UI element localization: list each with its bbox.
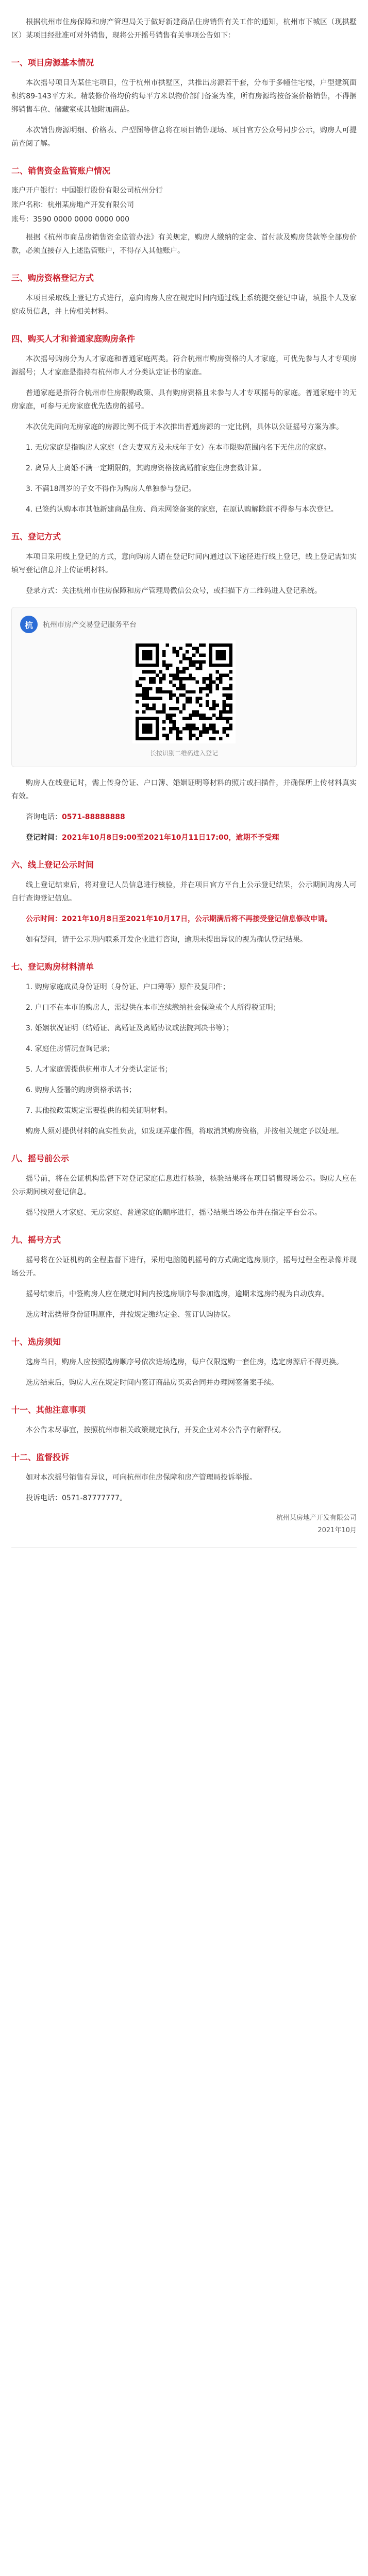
section-4-paragraph-1: 本次摇号购房分为人才家庭和普通家庭两类。符合杭州市购房资格的人才家庭，可优先参与人才专项房源摇号；人才家庭是指持有杭州市人才分类认定证书的家庭。 <box>11 355 357 377</box>
section-1-title: 一、项目房源基本情况 <box>11 58 94 67</box>
section-6-title: 六、线上登记公示时间 <box>11 860 94 870</box>
end-divider <box>11 1547 357 1548</box>
contact-phone[interactable]: 0571-88888888 <box>62 813 125 821</box>
section-8-paragraph-1: 摇号前，将在公证机构监督下对登记家庭信息进行核验，核验结果将在项目销售现场公示。购房人应在公示期间核对登记信息。 <box>11 1175 357 1196</box>
section-2-title: 二、销售资金监管账户情况 <box>11 166 111 176</box>
section-7-title: 七、登记购房材料清单 <box>11 962 94 972</box>
material-item: 7. 其他按政策规定需要提供的相关证明材料。 <box>26 1107 172 1115</box>
account-name: 账户名称：杭州某房地产开发有限公司 <box>11 201 134 209</box>
section-7-note: 购房人须对提供材料的真实性负责，如发现弄虚作假，将取消其购房资格，并按相关规定予以处理。 <box>26 1127 343 1136</box>
intro-paragraph: 根据杭州市住房保障和房产管理局关于做好新建商品住房销售有关工作的通知，杭州市下城区（现拱墅区）某项目经批准可对外销售，现将公开摇号销售有关事项公告如下： <box>11 18 357 40</box>
section-4-paragraph-3: 本次优先面向无房家庭的房源比例不低于本次推出普通房源的一定比例，具体以公证摇号方案为准。 <box>26 423 343 431</box>
section-4-title: 四、购买人才和普通家庭购房条件 <box>11 334 136 344</box>
section-6-paragraph-2: 公示时间：2021年10月8日至2021年10月17日，公示期满后将不再接受登记信息修改申请。 <box>26 915 332 923</box>
section-11-paragraph-1: 本公告未尽事宜，按照杭州市相关政策规定执行，开发企业对本公告享有解释权。 <box>26 1426 286 1434</box>
platform-logo-icon: 杭 <box>20 616 38 633</box>
section-12-paragraph-2: 投诉电话：0571-87777777。 <box>26 1494 127 1502</box>
platform-name: 杭州市房产交易登记服务平台 <box>43 621 137 629</box>
section-4-item-4: 4. 已签约认购本市其他新建商品住房、尚未网签备案的家庭，在原认购解除前不得参与本次登记。 <box>26 505 338 514</box>
section-4-paragraph-2: 普通家庭是指符合杭州市住房限购政策、具有购房资格且未参与人才专项摇号的家庭。普通家庭中的无房家庭，可参与无房家庭优先选房的摇号。 <box>11 389 357 411</box>
qr-code-icon[interactable] <box>132 640 236 743</box>
registration-time-label: 登记时间： <box>26 834 62 842</box>
section-2-note: 根据《杭州市商品房销售资金监管办法》有关规定，购房人缴纳的定金、首付款及购房贷款等全部房价款，必须直接存入上述监管账户，不得存入其他账户。 <box>11 233 357 255</box>
registration-time-value: 2021年10月8日9:00至2021年10月11日17:00，逾期不予受理 <box>62 834 279 842</box>
section-4-item-2: 2. 离异人士离婚不满一定期限的，其购房资格按离婚前家庭住房套数计算。 <box>26 464 266 472</box>
qr-card-header <box>20 616 348 633</box>
qr-body <box>20 640 348 743</box>
section-3-title: 三、购房资格登记方式 <box>11 273 94 283</box>
section-6-paragraph-1: 线上登记结束后，将对登记人员信息进行核验，并在项目官方平台上公示登记结果，公示期间购房人可自行查询登记信息。 <box>11 881 357 903</box>
footer <box>11 1512 357 1537</box>
account-bank: 账户开户银行：中国银行股份有限公司杭州分行 <box>11 187 163 195</box>
qr-card <box>11 607 357 767</box>
section-6-paragraph-3: 如有疑问，请于公示期内联系开发企业进行咨询，逾期未提出异议的视为确认登记结果。 <box>26 936 307 944</box>
account-number: 账号：3590 0000 0000 0000 000 <box>11 215 130 224</box>
section-5-paragraph-1: 本项目采用线上登记的方式，意向购房人请在登记时间内通过以下途径进行线上登记，线上登记需如实填写登记信息并上传证明材料。 <box>11 553 357 574</box>
section-10-paragraph-2: 选房结束后，购房人应在规定时间内签订商品房买卖合同并办理网签备案手续。 <box>26 1379 278 1387</box>
contact-line <box>11 810 357 824</box>
section-9-paragraph-3: 选房时需携带身份证明原件，并按规定缴纳定金、签订认购协议。 <box>26 1311 235 1319</box>
section-5-paragraph-2: 登录方式：关注杭州市住房保障和房产管理局微信公众号，或扫描下方二维码进入登记系统。 <box>26 587 322 595</box>
section-9-paragraph-1: 摇号将在公证机构的全程监督下进行，采用电脑随机摇号的方式确定选房顺序，摇号过程全程录像并现场公开。 <box>11 1256 357 1278</box>
section-12-title: 十二、监督投诉 <box>11 1452 70 1462</box>
material-item: 1. 购房家庭成员身份证明（身份证、户口簿等）原件及复印件； <box>26 983 230 991</box>
material-item: 4. 家庭住房情况查询记录； <box>26 1045 114 1053</box>
section-12-paragraph-1: 如对本次摇号销售有异议，可向杭州市住房保障和房产管理局投诉举报。 <box>26 1473 257 1482</box>
registration-time-line <box>11 831 357 844</box>
section-4-item-3: 3. 不满18周岁的子女不得作为购房人单独参与登记。 <box>26 485 196 493</box>
section-4-item-1: 1. 无房家庭是指购房人家庭（含夫妻双方及未成年子女）在本市限购范围内名下无住房的家庭。 <box>26 444 331 452</box>
footer-org: 杭州某房地产开发有限公司 <box>276 1514 357 1522</box>
section-3-paragraph-1: 本项目采取线上登记方式进行，意向购房人应在规定时间内通过线上系统提交登记申请，填报个人及家庭成员信息，并上传相关材料。 <box>11 294 357 316</box>
section-8-paragraph-2: 摇号按照人才家庭、无房家庭、普通家庭的顺序进行，摇号结果当场公布并在指定平台公示。 <box>26 1209 322 1217</box>
section-9-paragraph-2: 摇号结束后，中签购房人应在规定时间内按选房顺序号参加选房，逾期未选房的视为自动放弃。 <box>26 1290 329 1298</box>
section-9-title: 九、摇号方式 <box>11 1235 61 1245</box>
footer-date: 2021年10月 <box>317 1527 357 1534</box>
section-10-title: 十、选房须知 <box>11 1337 61 1347</box>
section-11-title: 十一、其他注意事项 <box>11 1405 86 1415</box>
section-5b-paragraph-1: 购房人在线登记时，需上传身份证、户口簿、婚姻证明等材料的照片或扫描件，并确保所上传材料真实有效。 <box>11 779 357 801</box>
qr-caption: 长按识别二维码进入登记 <box>149 750 218 757</box>
section-1-paragraph-2: 本次销售房源明细、价格表、户型图等信息将在项目销售现场、项目官方公众号同步公示，购房人可提前查阅了解。 <box>11 126 357 148</box>
material-item: 3. 婚姻状况证明（结婚证、离婚证及离婚协议或法院判决书等）； <box>26 1024 233 1032</box>
section-10-paragraph-1: 选房当日，购房人应按照选房顺序号依次进场选房，每户仅限选购一套住房，选定房源后不得更换。 <box>26 1358 343 1366</box>
section-8-title: 八、摇号前公示 <box>11 1154 70 1163</box>
section-1-paragraph-1: 本次摇号项目为某住宅项目，位于杭州市拱墅区，共推出房源若干套，分布于多幢住宅楼，户型建筑面积约89-143平方米。精装修价格均价约每平方米以物价部门备案为准，所有房源均按备案价格销售，不得捆绑销售车位、储藏室或其他附加商品。 <box>11 79 357 114</box>
material-item: 2. 户口不在本市的购房人，需提供在本市连续缴纳社会保险或个人所得税证明； <box>26 1004 280 1012</box>
section-5-title: 五、登记方式 <box>11 532 61 541</box>
material-item: 5. 人才家庭需提供杭州市人才分类认定证书； <box>26 1065 172 1074</box>
contact-label: 咨询电话： <box>26 813 62 821</box>
material-item: 6. 购房人签署的购房资格承诺书； <box>26 1086 136 1094</box>
